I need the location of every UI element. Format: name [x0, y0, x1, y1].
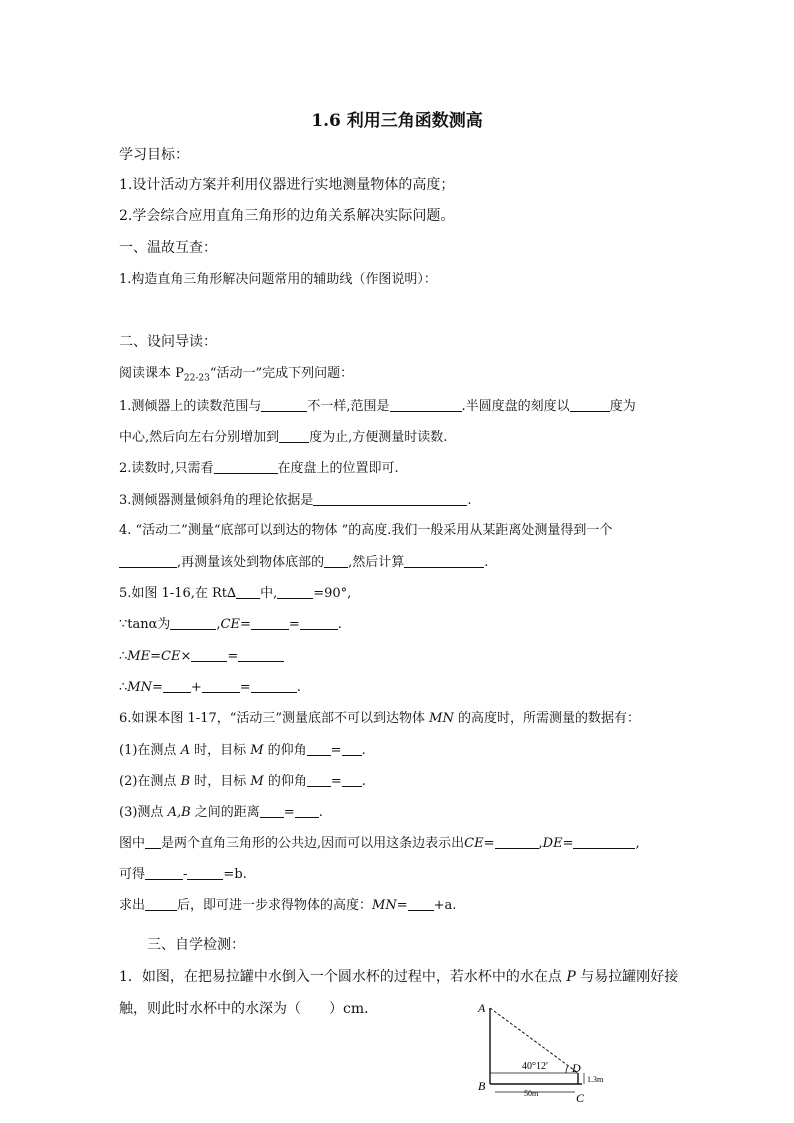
- answer-blank[interactable]: [573, 833, 635, 849]
- answer-blank[interactable]: [279, 427, 309, 443]
- q5b-text: ,: [216, 617, 221, 632]
- label-c: C: [576, 1091, 585, 1105]
- question-3: [119, 490, 679, 511]
- answer-blank[interactable]: [408, 895, 434, 911]
- q6-2-text: =: [330, 774, 342, 789]
- objective-2: 2.学会综合应用直角三角形的边角关系解决实际问题。: [119, 208, 455, 224]
- q5-text: =90°,: [313, 586, 352, 601]
- answer-blank[interactable]: [236, 583, 260, 599]
- answer-blank[interactable]: [202, 677, 240, 693]
- q6-4-text: 图中: [119, 836, 146, 851]
- p1a-var: P: [566, 969, 576, 985]
- q6-text: 6.如课本图 1-17，“活动三”测量底部不可以到达物体: [119, 711, 430, 726]
- q6-4-text: =: [483, 836, 495, 851]
- q5c-text: =: [227, 649, 239, 664]
- q5c-text: ×: [180, 649, 192, 664]
- q6-3-var: A,B: [167, 805, 191, 820]
- q4b-text: ,然后计算: [348, 555, 405, 570]
- answer-blank[interactable]: [191, 646, 227, 662]
- q1a-text: 不一样,范围是: [307, 399, 390, 414]
- question-4b: [119, 552, 679, 573]
- q6-3-text: .: [318, 805, 323, 820]
- answer-blank[interactable]: [163, 677, 191, 693]
- question-6-1: [119, 740, 679, 761]
- q6-var: MN: [429, 711, 454, 726]
- question-6-4: [119, 833, 679, 854]
- page-title: 1.6 利用三角函数测高: [311, 111, 483, 131]
- p1a-text: 1．如图，在把易拉罐中水倒入一个圆水杯的过程中，若水杯中的水在点: [119, 969, 567, 985]
- question-5b: [119, 614, 679, 635]
- q1b-text: 中心,然后向左右分别增加到: [119, 430, 280, 445]
- q6-6-text: =: [396, 898, 408, 913]
- q5b-var: CE: [220, 617, 240, 632]
- self-test-heading: 三、自学检测：: [147, 937, 245, 953]
- answer-blank[interactable]: [342, 771, 362, 787]
- answer-blank[interactable]: [145, 833, 161, 849]
- angle-label: 40°12′: [522, 1061, 549, 1072]
- problem-1b: 触，则此时水杯中的水深为（ ）cm．: [119, 1001, 379, 1017]
- q3-text: 3.测倾器测量倾斜角的理论依据是: [119, 493, 314, 508]
- q6-2-var: M: [250, 774, 264, 789]
- answer-blank[interactable]: [187, 864, 223, 880]
- q6-2-var: B: [180, 774, 191, 789]
- q5d-text: =: [239, 680, 251, 695]
- q5c-text: =: [150, 649, 161, 664]
- answer-blank[interactable]: [295, 802, 319, 818]
- q6-5-text: -: [183, 867, 188, 882]
- q6-1-text: 时，目标: [189, 743, 251, 758]
- q5d-var: MN: [127, 680, 152, 695]
- q5d-text: .: [296, 680, 301, 695]
- q6-4-text: 是两个直角三角形的公共边,因而可以用这条边表示出: [161, 836, 465, 851]
- label-a: A: [478, 1001, 486, 1015]
- q4b-text: ,再测量该处到物体底部的: [177, 555, 325, 570]
- question-6: [119, 709, 679, 729]
- q2-text: 在度盘上的位置即可.: [277, 461, 399, 476]
- question-5c: [119, 646, 679, 667]
- answer-blank[interactable]: [251, 677, 297, 693]
- q6-3-text: =: [283, 805, 295, 820]
- q6-text: 的高度时，所需测量的数据有：: [453, 711, 640, 726]
- question-4a: 4. “活动二”测量“底部可以到达的物体 ”的高度.我们一般采用从某距离处测量得到一个: [119, 523, 613, 538]
- q6-6-text: 求出: [119, 898, 146, 913]
- q6-4-var: CE: [464, 836, 484, 851]
- q6-1-text: (1)在测点: [119, 743, 181, 758]
- question-6-6: [119, 895, 679, 916]
- q1a-text: 度为: [609, 399, 636, 414]
- review-item-1: 1.构造直角三角形解决问题常用的辅助线（作图说明）：: [119, 272, 437, 287]
- answer-blank[interactable]: [404, 552, 484, 568]
- label-d: D: [572, 1061, 581, 1075]
- objective-1: 1.设计活动方案并利用仪器进行实地测量物体的高度；: [119, 177, 455, 193]
- base-label: 50m: [524, 1089, 539, 1098]
- q6-4-text: ,: [538, 836, 543, 851]
- answer-blank[interactable]: [570, 396, 610, 412]
- p1a-text: 与易拉罐刚好接: [575, 969, 679, 985]
- answer-blank[interactable]: [390, 396, 462, 412]
- q5b-text: .: [337, 617, 342, 632]
- q1a-text: 1.测倾器上的读数范围与: [119, 399, 262, 414]
- q6-2-text: 时，目标: [190, 774, 251, 789]
- q6-3-text: 之间的距离: [190, 805, 260, 820]
- q5d-text: =: [151, 680, 163, 695]
- guide-intro-post: “活动一”完成下列问题：: [209, 366, 354, 381]
- objectives-heading: 学习目标：: [119, 147, 189, 163]
- label-b: B: [478, 1079, 486, 1093]
- q6-1-var: M: [250, 743, 264, 758]
- q5-text: 中,: [260, 586, 278, 601]
- q6-1-text: =: [330, 743, 342, 758]
- q5b-text: =: [239, 617, 251, 632]
- q1a-text: .半圆度盘的刻度以: [461, 399, 570, 414]
- answer-blank[interactable]: [300, 614, 338, 630]
- q6-4-text: =: [562, 836, 574, 851]
- answer-blank[interactable]: [170, 614, 216, 630]
- q2-text: 2.读数时,只需看: [119, 461, 214, 476]
- question-5d: [119, 677, 679, 698]
- q6-2-text: .: [361, 774, 366, 789]
- problem-1a: [119, 967, 679, 987]
- angle-arc: [566, 1066, 568, 1073]
- answer-blank[interactable]: [145, 895, 177, 911]
- q5c-var: CE: [161, 649, 181, 664]
- q6-2-text: 的仰角: [263, 774, 307, 789]
- answer-blank[interactable]: [261, 396, 307, 412]
- measurement-diagram: [470, 996, 630, 1108]
- question-1a: [119, 396, 679, 417]
- question-2: [119, 458, 679, 479]
- q5d-text: +: [190, 680, 202, 695]
- guide-intro-pre: 阅读课本 P: [119, 366, 184, 381]
- answer-blank[interactable]: [324, 552, 348, 568]
- question-6-2: [119, 771, 679, 792]
- question-6-3: [119, 802, 679, 823]
- answer-blank[interactable]: [145, 864, 183, 880]
- answer-blank[interactable]: [495, 833, 539, 849]
- q5b-text: ∵tanα为: [119, 617, 171, 632]
- q6-6-text: +a.: [433, 898, 457, 913]
- q6-1-text: 的仰角: [263, 743, 307, 758]
- answer-blank[interactable]: [260, 802, 284, 818]
- answer-blank[interactable]: [307, 740, 331, 756]
- answer-blank[interactable]: [238, 646, 284, 662]
- q5c-var: ME: [127, 649, 151, 664]
- q6-1-var: A: [180, 743, 190, 758]
- q6-3-text: (3)测点: [119, 805, 168, 820]
- page-range: 22-23: [183, 373, 210, 384]
- question-1b: [119, 427, 679, 448]
- answer-blank[interactable]: [307, 771, 331, 787]
- q6-6-var: MN: [372, 898, 397, 913]
- question-6-5: [119, 864, 679, 885]
- q6-6-text: 后，即可进一步求得物体的高度：: [177, 898, 373, 913]
- height-label: 1.3m: [587, 1075, 604, 1084]
- answer-blank[interactable]: [313, 490, 467, 506]
- q5c-text: ∴: [119, 649, 128, 664]
- q6-1-text: .: [361, 743, 366, 758]
- q5d-text: ∴: [119, 680, 128, 695]
- q5-text: 5.如图 1-16,在 Rt∆: [119, 586, 237, 601]
- answer-blank[interactable]: [277, 583, 313, 599]
- q5b-text: =: [288, 617, 300, 632]
- review-heading: 一、温故互查：: [119, 240, 217, 256]
- q6-5-text: 可得: [119, 867, 146, 882]
- question-5: [119, 583, 679, 604]
- answer-blank[interactable]: [342, 740, 362, 756]
- answer-blank[interactable]: [214, 458, 278, 474]
- q1b-text: 度为止,方便测量时读数.: [309, 430, 448, 445]
- guide-intro: [119, 364, 679, 389]
- guide-heading: 二、设问导读：: [119, 334, 217, 350]
- q3-text: .: [467, 493, 472, 508]
- q6-4-var: DE: [542, 836, 563, 851]
- q4b-text: .: [484, 555, 489, 570]
- q6-2-text: (2)在测点: [119, 774, 181, 789]
- q6-5-text: =b.: [223, 867, 247, 882]
- answer-blank[interactable]: [119, 552, 177, 568]
- answer-blank[interactable]: [251, 614, 289, 630]
- q6-4-text: ,: [635, 836, 640, 851]
